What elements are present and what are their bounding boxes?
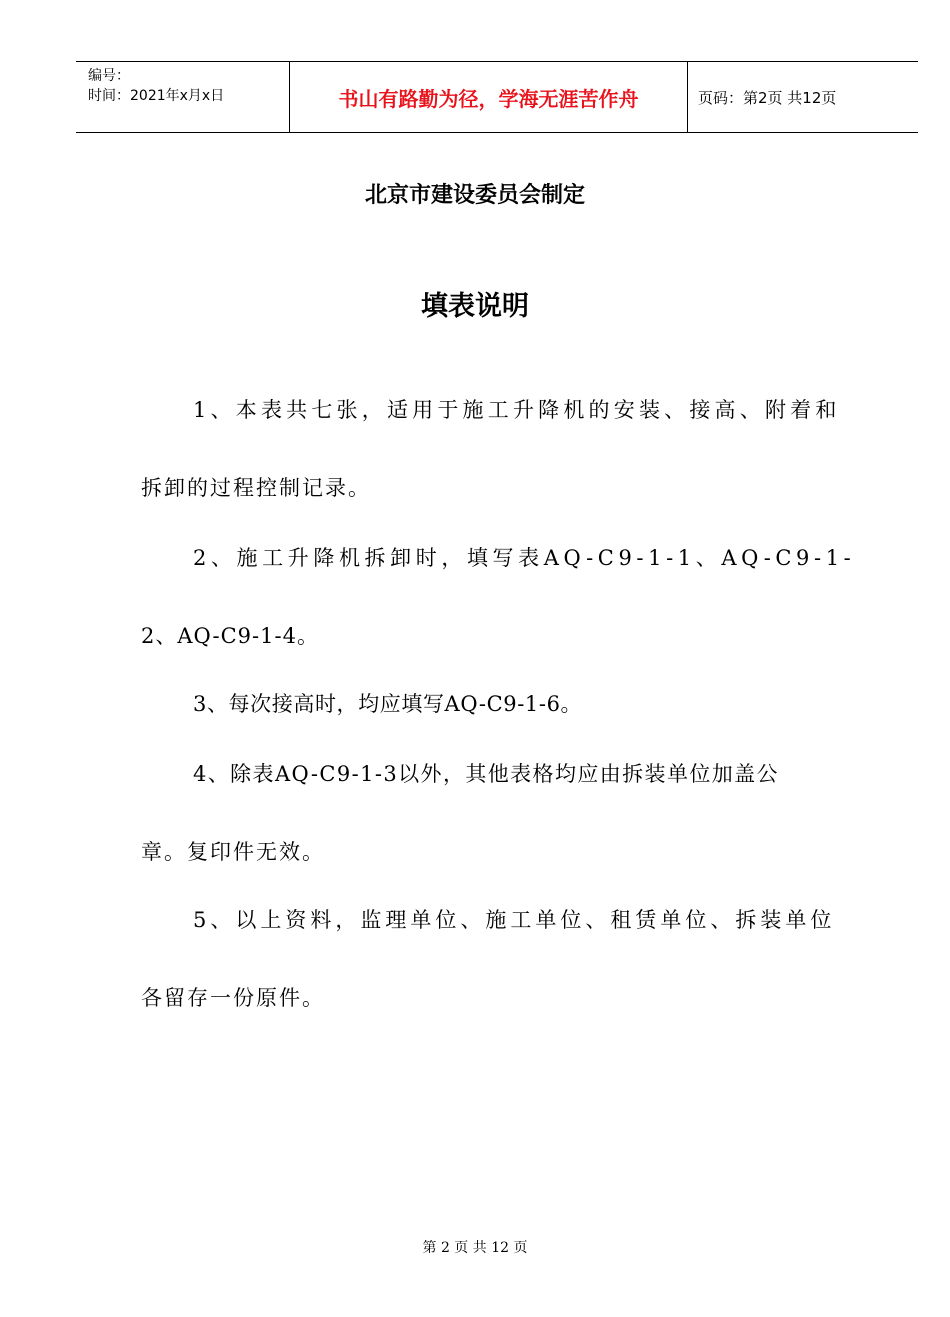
instruction-line-5: 3、每次接高时，均应填写AQ-C9-1-6。	[193, 692, 583, 716]
instruction-line-7: 章。复印件无效。	[141, 840, 325, 864]
header-page-cell	[688, 62, 918, 132]
page-footer: 第 2 页 共 12 页	[422, 1240, 528, 1256]
issuer-title: 北京市建设委员会制定	[364, 183, 585, 208]
header-meta-cell	[76, 62, 290, 132]
instruction-line-1: 1、本表共七张，适用于施工升降机的安装、接高、附着和	[193, 398, 841, 422]
page-title: 填表说明	[421, 291, 529, 322]
document-date: 时间：2021年x月x日	[88, 88, 225, 104]
header-motto-cell	[290, 62, 688, 132]
instruction-line-8: 5、以上资料，监理单位、施工单位、租赁单位、拆装单位	[193, 908, 836, 932]
header-table	[76, 61, 918, 133]
instruction-line-9: 各留存一份原件。	[141, 986, 325, 1010]
instruction-line-3: 2、施工升降机拆卸时，填写表AQ-C9-1-1、AQ-C9-1-	[193, 546, 856, 570]
document-code-label: 编号：	[88, 68, 130, 84]
header-motto: 书山有路勤为径，学海无涯苦作舟	[338, 86, 639, 111]
instruction-line-2: 拆卸的过程控制记录。	[141, 476, 371, 500]
instruction-line-4: 2、AQ-C9-1-4。	[141, 624, 319, 648]
header-page-info: 页码：第2页 共12页	[698, 88, 837, 107]
instruction-line-6: 4、除表AQ-C9-1-3以外，其他表格均应由拆装单位加盖公	[193, 762, 779, 786]
